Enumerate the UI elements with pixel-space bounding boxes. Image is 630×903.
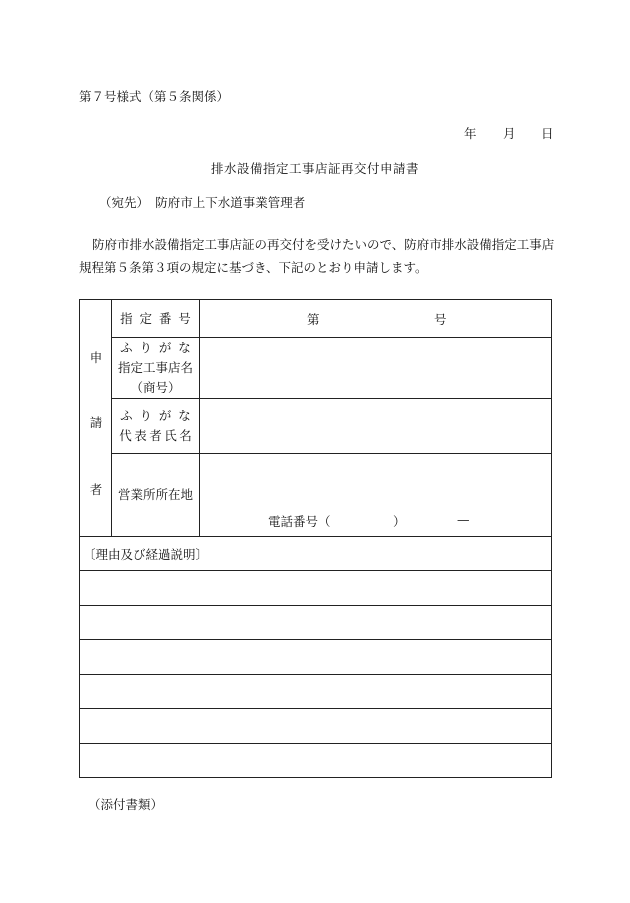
- designation-number-label: 指定番号: [120, 310, 198, 326]
- applicant-column: [80, 300, 112, 537]
- shop-name-sub-label: （商号）: [130, 380, 181, 395]
- designation-number-label-cell: [112, 300, 200, 338]
- phone-dash: —: [457, 512, 470, 527]
- application-statement: 防府市排水設備指定工事店証の再交付を受けたいので、防府市排水設備指定工事店規程第５条第３項の規定に基づき、下記のとおり申請します。: [79, 237, 555, 275]
- applicant-char-3: 者: [89, 482, 103, 497]
- reason-header: [80, 537, 552, 571]
- applicant-char-2: 請: [89, 415, 103, 430]
- shop-name-label: 指定工事店名: [117, 360, 193, 375]
- form-number: 第７号様式（第５条関係）: [79, 89, 230, 104]
- designation-number-suffix: 号: [434, 312, 447, 327]
- applicant-char-1: 申: [89, 350, 103, 365]
- attachments-label: （添付書類）: [88, 797, 164, 812]
- document-title: 排水設備指定工事店証再交付申請書: [210, 161, 419, 176]
- office-address-label-cell: [112, 454, 200, 537]
- shop-furigana-label: ふりがな: [120, 340, 198, 355]
- date-year-label: 年: [464, 126, 477, 141]
- date-month-label: 月: [503, 126, 516, 141]
- reason-line[interactable]: [80, 674, 552, 709]
- office-address-label: 営業所所在地: [117, 487, 193, 502]
- phone-label: 電話番号（: [268, 514, 331, 529]
- reason-line[interactable]: [80, 640, 552, 675]
- application-form-table: [79, 299, 552, 778]
- reason-line[interactable]: [80, 571, 552, 606]
- reason-label: 〔理由及び経過説明〕: [83, 546, 209, 562]
- reason-line[interactable]: [80, 605, 552, 640]
- designation-number-field[interactable]: [200, 300, 552, 338]
- reason-line[interactable]: [80, 743, 552, 778]
- designation-number-prefix: 第: [307, 312, 320, 327]
- shop-name-field[interactable]: [200, 338, 552, 399]
- representative-name-field[interactable]: [200, 399, 552, 454]
- shop-name-label-cell: [112, 338, 200, 399]
- date-day-label: 日: [541, 126, 554, 141]
- representative-label-cell: [112, 399, 200, 454]
- phone-close-paren: ）: [393, 514, 406, 529]
- addressee: （宛先） 防府市上下水道事業管理者: [99, 195, 306, 210]
- representative-furigana-label: ふりがな: [120, 408, 198, 423]
- representative-name-label: 代表者氏名: [119, 428, 195, 443]
- reason-line[interactable]: [80, 709, 552, 744]
- office-address-field[interactable]: [200, 454, 552, 537]
